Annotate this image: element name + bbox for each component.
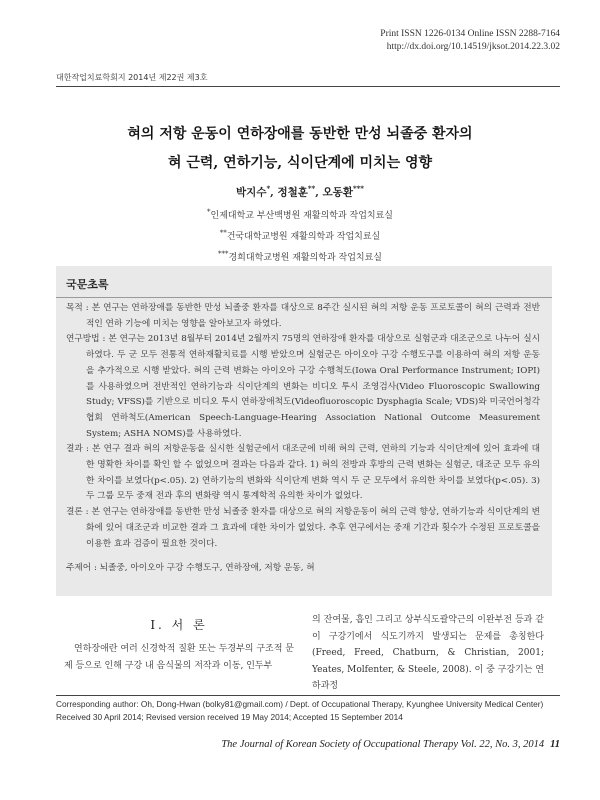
author-2: 정철훈 [277,186,308,199]
intro-paragraph-left: 연하장애란 여러 신경학적 질환 또는 두경부의 구조적 문제 등으로 인해 구강 내 음식물의 저작과 이동, 인두부 [64,644,294,671]
abstract-divider [56,297,552,298]
affiliation-list [0,204,600,267]
author-list [0,184,600,200]
journal-citation: The Journal of Korean Society of Occupational Therapy Vol. 22, No. 3, 2014 [221,739,545,750]
affiliation-text: 인제대학교 부산백병원 재활의학과 작업치료실 [210,211,393,221]
doi-link[interactable]: http://dx.doi.org/10.14519/jksot.2014.22.3.02 [386,42,560,52]
affiliation-text: 건국대학교병원 재활의학과 작업치료실 [226,232,381,242]
affiliation-mark: ** [219,229,227,237]
author-1-mark: * [266,184,271,193]
author-3: 오동환 [322,186,353,199]
header-divider [56,86,560,87]
author-2-mark: ** [307,184,316,193]
body-left-column [64,616,294,675]
section-heading-introduction: Ⅰ. 서 론 [150,618,208,632]
author-separator: , [270,186,278,199]
author-1: 박지수 [236,186,267,199]
abstract-keywords: 주제어 : 뇌졸중, 아이오아 구강 수행도구, 연하장애, 저항 운동, 혀 [66,563,315,574]
journal-name-korean: 대한작업치료학회지 2014년 제22권 제3호 [56,73,208,82]
footnotes [56,698,543,724]
title-line-2: 혀 근력, 연하기능, 식이단계에 미치는 영향 [167,155,433,171]
issn-text: Print ISSN 1226-0134 Online ISSN 2288-7164 [380,29,560,39]
abstract-results: 결과 : 본 연구 결과 혀의 저항운동을 실시한 실험군에서 대조군에 비해 혀의 근력, 연하의 기능과 식이단계에 있어 효과에 대한 명확한 차이를 확인 할 수 없었으며 결과는 다음과 같다. 1) 혀의 전방과 후방의 근력 변화는 실험군, 대조군 모두 유의한 차이를 보였다(p<.05). 2) 연하기능의 변화와 식이단계 변화 역시 두 군 모두에서 유의한 차이를 보였다(p<.05). 3) 두 그룹 모두 중재 전과 후의 변화량 역시 통계학적 유의한 차이가 없었다. [66,444,540,502]
abstract-heading: 국문초록 [66,278,109,291]
affiliation-3 [0,246,600,267]
title-line-1: 혀의 저항 운동이 연하장애를 동반한 만성 뇌졸중 환자의 [127,126,473,142]
running-footer [221,739,560,750]
received-dates: Received 30 April 2014; Revised version received 19 May 2014; Accepted 15 September 2014 [56,712,403,722]
paper-title [40,120,560,178]
affiliation-2 [0,225,600,246]
affiliation-mark: * [207,208,211,216]
corresponding-author: Corresponding author: Oh, Dong-Hwan (bolky81@gmail.com) / Dept. of Occupational Therapy, Kyunghee University Medical Center) [56,699,544,709]
affiliation-mark: *** [217,250,229,258]
issn-block [380,28,560,54]
abstract-purpose: 목적 : 본 연구는 연하장애를 동반한 만성 뇌졸중 환자를 대상으로 8주간 실시된 혀의 저항 운동 프로토콜이 혀의 근력과 전반적인 연하 기능에 미치는 영향을 알아보고자 하였다. [66,303,540,329]
affiliation-text: 경희대학교병원 재활의학과 작업치료실 [228,253,383,263]
author-3-mark: *** [352,184,364,193]
abstract-conclusion: 결론 : 본 연구는 연하장애를 동반한 만성 뇌졸중 환자를 대상으로 혀의 저항운동이 혀의 근력 향상, 연하기능과 식이단계의 변화에 있어 대조군과 비교한 결과 그 효과에 대한 차이가 없었다. 추후 연구에서는 중재 기간과 횟수가 수정된 프로토콜을 이용한 효과 검증이 필요한 것이다. [66,507,540,549]
abstract-box [56,266,552,596]
page-number: 11 [550,739,560,750]
footnote-divider [56,695,560,696]
author-separator: , [315,186,323,199]
abstract-methods: 연구방법 : 본 연구는 2013년 8월부터 2014년 2월까지 75명의 연하장애 환자를 대상으로 실험군과 대조군으로 나누어 실시하였다. 두 군 모두 전통적 연하재활치료를 시행 받았으며 실험군은 아이오아 구강 수행도구를 이용하여 혀의 저항 운동을 추가적으로 시행 받았다. 혀의 근력 변화는 아이오아 구강 수행척도(Iowa Oral Performance Instrument; IOPI)를 사용하였으며 전반적인 연하기능과 식이단계의 변화는 비디오 투시 조영검사(Video Fluoroscopic Swallowing Study; VFSS)를 기반으로 비디오 투시 연하장애척도(Videofluoroscopic Dysphagia Scale; VDS)와 미국언어청각협회 연하척도(American Speech-Language-Hearing Association National Outcome Measurement System; ASHA NOMS)를 사용하였다. [66,334,540,439]
body-right-column [312,612,544,695]
intro-paragraph-right: 의 잔여물, 흡인 그리고 상부식도괄약근의 이완부전 등과 같이 구강기에서 식도기까지 발생되는 문제를 총칭한다(Freed, Freed, Chatburn, & Christian, 2001; Yeates, Molfenter, & Steele, 2008). 이 중 구강기는 연하과정 [312,615,544,691]
affiliation-1 [0,204,600,225]
